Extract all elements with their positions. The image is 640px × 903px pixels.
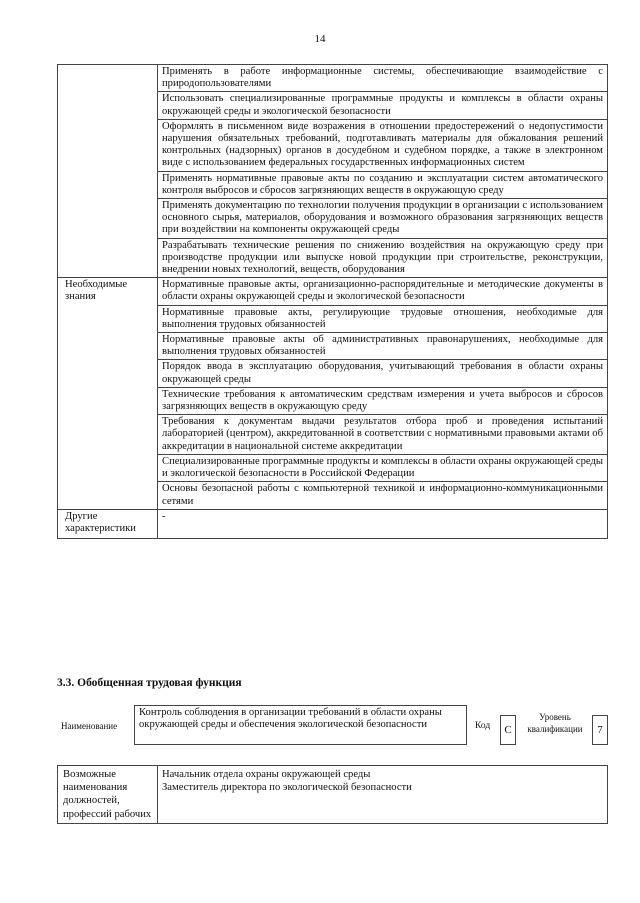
table-row (58, 766, 608, 824)
position-item: Заместитель директора по экологической безопасности (162, 782, 412, 794)
function-name-row (57, 705, 608, 747)
page-number: 14 (314, 33, 326, 45)
name-caption: Наименование (61, 721, 118, 731)
knowledge-item: Специализированные программные продукты и комплексы в области охраны окружающей среды и экологической безопасности в Российской Федерации (158, 454, 608, 481)
table-row (58, 305, 608, 332)
table-row (58, 119, 608, 171)
skill-item: Применять документацию по технологии получения продукции в организации с использованием основного сырья, материалов, оборудования и возможного образования загрязняющих веществ при воздействии на компоненты окружающей среды (158, 199, 608, 239)
table-row (58, 360, 608, 387)
positions-label: Возможные наименования должностей, профессий рабочих (58, 766, 158, 824)
skills-label-cell (58, 65, 158, 92)
knowledge-item: Порядок ввода в эксплуатацию оборудования, учитывающий требования в области охраны окружающей среды (158, 360, 608, 387)
table-row (58, 199, 608, 239)
table-row (58, 92, 608, 119)
skill-item: Применять нормативные правовые акты по созданию и эксплуатации систем автоматического контроля выбросов и сбросов загрязняющих веществ в окружающую среду (158, 171, 608, 198)
table-row (58, 482, 608, 509)
level-value: 7 (592, 715, 608, 745)
skill-item: Оформлять в письменном виде возражения в отношении предостережений о недопустимости нарушения обязательных требований, подготавливать материалы для обжалования решений контрольных (надзорных) органов в досудебном и судебном порядке, а также в электронном виде с использованием федеральных государственных информационных систем (158, 119, 608, 171)
other-value: - (158, 509, 608, 538)
knowledge-item: Требования к документам выдачи результатов отбора проб и проведения испытаний лабораторией (центром), аккредитованной в соответствии с нормативными правовыми актами об аккредитации в национальной системе аккредитации (158, 415, 608, 455)
knowledge-item: Нормативные правовые акты об административных правонарушениях, необходимые для выполнения трудовых обязанностей (158, 333, 608, 360)
other-label: Другие характеристики (58, 509, 158, 538)
code-value: C (500, 715, 516, 745)
knowledge-item: Технические требования к автоматическим средствам измерения и учета выбросов и сбросов загрязняющих веществ в окружающую среду (158, 387, 608, 414)
table-row (58, 509, 608, 538)
table-row (58, 454, 608, 481)
skill-item: Применять в работе информационные системы, обеспечивающие взаимодействие с природопользователями (158, 65, 608, 92)
table-row (58, 278, 608, 305)
table-row (58, 65, 608, 92)
competency-table (57, 64, 608, 539)
table-row (58, 387, 608, 414)
table-row (58, 238, 608, 278)
knowledge-item: Нормативные правовые акты, регулирующие трудовые отношения, необходимые для выполнения трудовых обязанностей (158, 305, 608, 332)
position-item: Начальник отдела охраны окружающей среды (162, 769, 371, 780)
positions-table (57, 765, 608, 824)
section-heading: 3.3. Обобщенная трудовая функция (57, 677, 242, 689)
function-name-value: Контроль соблюдения в организации требований в области охраны окружающей среды и обеспечения экологической безопасности (134, 705, 467, 745)
skill-item: Разрабатывать технические решения по снижению воздействия на окружающую среду при производстве продукции или выпуске новой продукции при строительстве, реконструкции, внедрении новых технологий, веществ, оборудования (158, 238, 608, 278)
table-row (58, 171, 608, 198)
skill-item: Использовать специализированные программные продукты и комплексы в области охраны окружающей среды и экологической безопасности (158, 92, 608, 119)
knowledge-item: Нормативные правовые акты, организационно-распорядительные и методические документы в области охраны окружающей среды и экологической безопасности (158, 278, 608, 305)
table-row (58, 415, 608, 455)
table-row (58, 333, 608, 360)
knowledge-label: Необходимые знания (58, 278, 158, 305)
level-caption: Уровень квалификации (527, 712, 583, 734)
knowledge-item: Основы безопасной работы с компьютерной техникой и информационно-коммуникационными сетями (158, 482, 608, 509)
code-caption: Код (475, 721, 491, 731)
positions-list (158, 766, 608, 824)
